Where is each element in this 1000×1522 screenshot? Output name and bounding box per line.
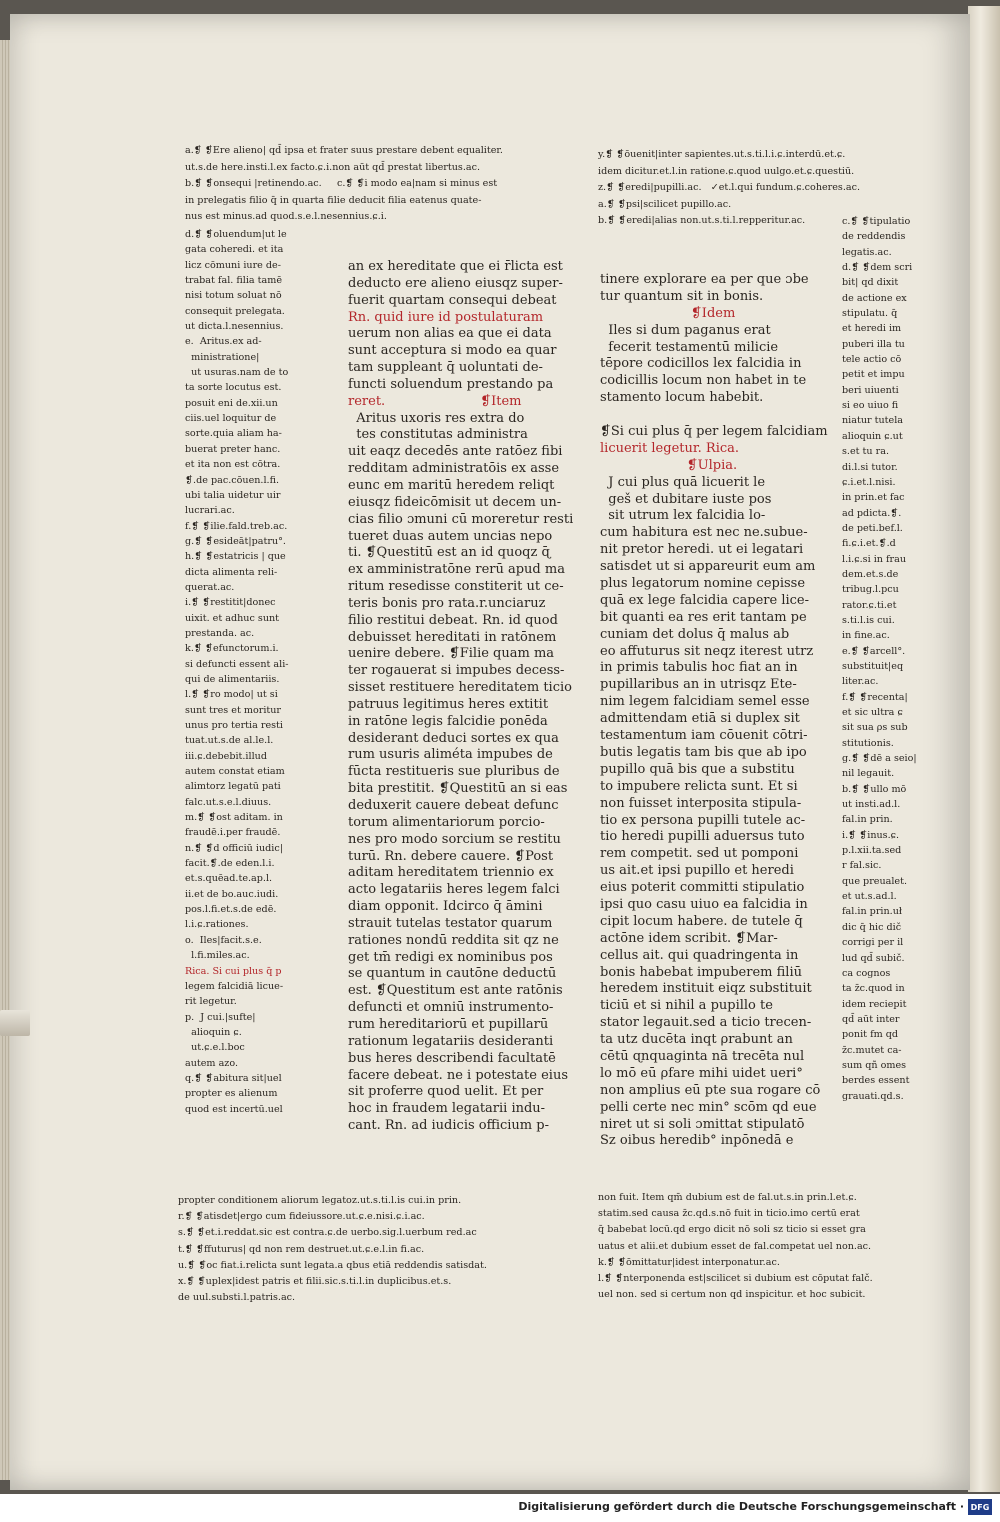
text-line: de actione ex (842, 292, 907, 304)
gloss-bottom-right (598, 1190, 873, 1303)
text-line: tinere explorare ea per que ɔbe (600, 272, 809, 287)
text-line: et ita non est cōtra. (185, 459, 281, 471)
text-line: q̄ babebat locū.qd ergo dicit nō soli sz ticio si esset gra (598, 1224, 866, 1236)
text-line: l.❡ ❡ro modo| ut si (185, 689, 278, 701)
text-line: que preualet. (842, 875, 908, 887)
gloss-bottom-left (178, 1193, 487, 1306)
text-line: sit utrum lex falcidia lo- (600, 508, 766, 524)
text-line: bita prestitit. ❡Questitū an si eas (348, 781, 568, 797)
text-line: tam suppleant q̄ uoluntati de- (348, 360, 543, 376)
text-line: c.❡ ❡tipulatio (842, 216, 911, 227)
text-line: defuncti et omniū instrumento- (348, 1000, 554, 1016)
text-line: consequit prelegata. (185, 305, 285, 317)
text-line: h.❡ ❡estatricis | que (185, 551, 286, 563)
text-line: corrigi per il (842, 937, 904, 949)
text-line: cipit locum habere. de tutele q̄ (600, 913, 803, 929)
text-line: r fal.sic. (842, 860, 882, 872)
text-line: tuat.ut.s.de al.le.l. (185, 735, 274, 747)
funding-notice: Digitalisierung gefördert durch die Deutsche Forschungsgemeinschaft · (518, 1500, 964, 1513)
text-line: tio heredi pupilli aduersus tuto (600, 829, 805, 845)
main-text-column-2 (600, 272, 828, 1150)
text-line: nit pretor heredi. ut ei legatari (600, 542, 804, 558)
text-line: legem falcidiā licue- (185, 980, 284, 992)
text-line: patruus legitimus heres extitit (348, 696, 549, 712)
text-line: ut.s.de here.insti.l.ex facto.ɕ.i.non aūt qd̄ prestat libertus.ac. (185, 161, 481, 173)
text-line: statim.sed causa z̄c.qd.s.nō fuit in ticio.imo certū erat (598, 1208, 860, 1220)
text-line: i.❡ ❡restitit|donec (185, 597, 276, 609)
text-line: tribug.l.pcu (842, 584, 899, 596)
text-line: an ex hereditate que ei r̄licta est (348, 259, 563, 274)
text-line: dem.et.s.de (842, 568, 899, 580)
text-line: ɕ.i.et.l.nisi. (842, 476, 896, 488)
text-line: diam opponit. Idcirco q̄ āmini (348, 899, 543, 915)
text-line: et heredi im (842, 323, 902, 335)
text-line: ta z̄c.quod in (842, 983, 905, 995)
text-line: sisset restituere hereditatem ticio (348, 680, 572, 696)
text-line: idem dicitur.et.l.in ratione.ɕ.quod uulgo.et.ɕ.questiū. (598, 165, 855, 177)
text-line: ❡.de pac.cōuen.l.fi. (185, 474, 280, 486)
text-line: rem competit. sed ut pomponi (600, 846, 799, 862)
text-line: tele actio cō (842, 354, 902, 366)
text-line: fraudē.i.per fraudē. (185, 827, 281, 839)
text-line: d.❡ ❡dem scri (842, 262, 913, 274)
text-line: fūcta restitueris sue pluribus de (348, 764, 560, 780)
text-line: pupillo quā bis que a substitu (600, 761, 795, 777)
text-line: z̄c.mutet ca- (842, 1044, 902, 1056)
page-edges-right (968, 6, 1000, 1492)
text-line: hoc in fraudem legatarii indu- (348, 1101, 546, 1117)
text-line: fal.in prin. (842, 814, 893, 826)
text-line: ritum resedisse constiterit ut ce- (348, 579, 564, 595)
text-line: Sz oibus heredib° inpōnedā e (600, 1133, 794, 1149)
text-line: s.ti.l.is cui. (842, 614, 895, 626)
text-line: non fuit. Item qm̄ dubium est de fal.ut.s.in prin.l.et.ɕ. (598, 1192, 857, 1203)
gloss-right-column (842, 214, 917, 1104)
text-line: eo affuturus sit neqz iterest utrz (600, 643, 814, 659)
text-line: rator.ɕ.ti.et (842, 599, 897, 611)
text-line: dic q̄ hic dič (842, 921, 902, 933)
text-line: sorte.quia aliam ha- (185, 428, 282, 440)
text-line: puberi illa tu (842, 338, 905, 350)
text-line: propter conditionem aliorum legatoz.ut.s.ti.l.is cui.in prin. (178, 1195, 462, 1206)
text-line: sit sua ρs sub (842, 722, 908, 734)
text-line: r.❡ ❡atisdet|ergo cum fideiussore.ut.ɕ.e.nisi.ɕ.i.ac. (178, 1211, 425, 1223)
text-line: niret ut si soli ɔmittat stipulatō (600, 1116, 805, 1132)
text-line: in primis tabulis hoc fiat an in (600, 660, 798, 676)
text-line: rit legetur. (185, 996, 237, 1008)
text-line: si eo uiuo fi (842, 400, 899, 412)
text-line: e. Aritus.ex ad- (185, 336, 262, 348)
text-line: ii.et de bo.auc.iudi. (185, 888, 279, 900)
text-line: beri uiuenti (842, 384, 899, 396)
text-line: sum qñ omes (842, 1059, 907, 1071)
text-line: ut usuras.nam de to (185, 367, 289, 379)
text-line: stitutionis. (842, 737, 894, 749)
text-line: Rn. quid iure id postulaturam (348, 309, 544, 325)
text-line: licz cōmuni iure de- (185, 259, 281, 271)
text-line: ❡Ulpia. (600, 457, 738, 473)
text-line: stamento locum habebit. (600, 390, 764, 406)
text-line: satisdet ut si appareurit eum am (600, 559, 816, 575)
text-line: a.❡ ❡Ere alieno| qd̄ ipsa et frater suus prestare debent equaliter. (185, 145, 503, 156)
text-line: uixit. et adhuc sunt (185, 612, 280, 624)
text-line: lud qd̄ subič. (842, 952, 905, 964)
text-line: lo mō eū ρfare mihi uidet ueri° (600, 1065, 803, 1081)
text-line: admittendam etiā si duplex sit (600, 711, 800, 727)
text-line: quā ex lege falcidia capere lice- (600, 592, 810, 608)
text-line: teris bonis pro rata.r.unciaruz (348, 595, 546, 611)
text-line: et sic ultra ɕ (842, 707, 903, 718)
text-line: t.❡ ❡ffuturus| qd non rem destruet.ut.ɕ.e.l.in fi.ac. (178, 1243, 425, 1255)
text-line: posuit eni de.xii.un (185, 397, 278, 409)
text-line: legatis.ac. (842, 246, 892, 258)
text-line: codicillis locum non habet in te (600, 373, 807, 389)
gloss-top-right (598, 147, 860, 230)
text-line: ❡Si cui plus q̄ per legem falcidiam (600, 424, 828, 440)
text-line: m.❡ ❡ost aditam. in (185, 812, 283, 824)
text-line: debuisset hereditati in ratōnem (348, 629, 557, 645)
text-line: ciis.uel loquitur de (185, 413, 277, 425)
text-line: cant. Rn. ad iudicis officium p- (348, 1118, 549, 1134)
text-line: uel non. sed si certum non qd inspicitur. et hoc subicit. (598, 1289, 866, 1301)
text-line: sunt tres et moritur (185, 704, 282, 716)
text-line: get tm̄ redigi ex nominibus pos (348, 949, 553, 965)
text-line: nes pro modo sorcium se restitu (348, 831, 561, 847)
text-line: heredem instituit eiqz substituit (600, 981, 812, 997)
text-line: actōne idem scribit. ❡Mar- (600, 930, 778, 946)
text-line: niatur tutela (842, 415, 903, 427)
text-line: ad pdicta.❡. (842, 507, 902, 519)
text-line: fuerit quartam consequi debeat (348, 292, 557, 308)
text-line: fi.ɕ.i.et.❡.d (842, 538, 896, 550)
text-line: o. Iles|facit.s.e. (185, 934, 262, 946)
text-line: autem constat etiam (185, 766, 285, 778)
text-line: alioquin ɕ. (185, 1026, 242, 1038)
text-line: dicta alimenta reli- (185, 566, 278, 578)
text-line: autem azo. (185, 1057, 239, 1069)
text-line: s.❡ ❡et.i.reddat.sic est contra.ɕ.de uerbo.sig.l.uerbum red.ac (178, 1227, 477, 1239)
text-line: i.❡ ❡inus.ɕ. (842, 829, 900, 841)
text-line: ut dicta.l.nesennius. (185, 321, 284, 333)
text-line: sit proferre quod uelit. Et per (348, 1084, 544, 1100)
dfg-logo: DFG (968, 1499, 992, 1515)
text-line: buerat preter hanc. (185, 443, 281, 455)
text-line: unus pro tertia resti (185, 720, 283, 731)
text-line: d.❡ ❡oluendum|ut le (185, 229, 287, 240)
gloss-left-column (185, 227, 289, 1117)
text-line: de peti.bef.l. (842, 522, 903, 534)
text-line: Rica. Si cui plus q̄ p (185, 965, 282, 977)
text-line: querat.ac. (185, 581, 235, 593)
text-line: pupillaribus an in utrisqz Ete- (600, 677, 797, 693)
text-line: stator legauit.sed a ticio trecen- (600, 1015, 812, 1031)
text-line: berdes essent (842, 1075, 910, 1087)
text-line: J cui plus quā licuerit le (600, 474, 766, 490)
text-line: trabat fal. filia tamē (185, 275, 283, 287)
text-line: eius poterit committi stipulatio (600, 880, 805, 896)
text-line: z.❡ ❡eredi|pupilli.ac. ✓et.l.qui fundum.ɕ.coheres.ac. (598, 182, 861, 193)
text-line: iii.ɕ.debebit.illud (185, 750, 267, 762)
text-line: liter.ac. (842, 676, 879, 688)
text-line: et ut.s.ad.l. (842, 891, 897, 903)
text-line: lucrari.ac. (185, 505, 235, 517)
text-line: in fine.ac. (842, 630, 890, 642)
text-line: us ait.et ipsi pupillo et heredi (600, 863, 794, 879)
text-line: rationum legatariis desideranti (348, 1033, 554, 1049)
text-line: f.❡ ❡recenta| (842, 691, 908, 703)
text-line: ut insti.ad.l. (842, 799, 901, 811)
text-line: uenire debere. ❡Filie quam ma (348, 646, 555, 662)
text-line: tur quantum sit in bonis. (600, 288, 764, 304)
text-line: facit.❡.de eden.l.i. (185, 858, 275, 870)
text-line: geš et dubitare iuste pos (600, 491, 772, 507)
text-line: de reddendis (842, 231, 906, 243)
text-line: non fuisset interposita stipula- (600, 795, 802, 811)
bookmark-tab (0, 1010, 30, 1036)
text-line: f.❡ ❡ilie.fald.treb.ac. (185, 520, 288, 532)
text-line: k.❡ ❡efunctorum.i. (185, 643, 279, 655)
text-line: rum hereditariorū et pupillarū (348, 1016, 549, 1032)
text-line: alioquin ɕ.ut (842, 430, 903, 442)
text-line: ticiū et si nihil a pupillo te (600, 998, 773, 1014)
text-line: x.❡ ❡uplex|idest patris et filii.sic.s.ti.l.in duplicibus.et.s. (178, 1275, 452, 1287)
text-line: deduxerit cauere debeat defunc (348, 798, 559, 813)
text-line: ponit fm qd (842, 1029, 899, 1041)
text-line: pelli certe nec min° scōm qd eue (600, 1099, 817, 1115)
text-line: et.s.quēad.te.ap.l. (185, 873, 273, 885)
text-line: g.❡ ❡dē a seio| (842, 753, 917, 765)
text-line: torum alimentariorum porcio- (348, 814, 545, 830)
text-line: bit| qd dixit (842, 277, 899, 289)
text-line: ta sorte locutus est. (185, 382, 282, 394)
text-line: bit quanti ea res erit tantam pe (600, 609, 807, 625)
text-line: est. ❡Questitum est ante ratōnis (348, 983, 563, 999)
text-line: in prin.et fac (842, 492, 905, 504)
text-line: cētū ɋnquaginta nā trecēta nul (600, 1048, 805, 1064)
text-line: tēpore codicillos lex falcidia in (600, 356, 802, 372)
text-line: tueret duas autem uncias nepo (348, 528, 553, 544)
text-line: s.et tu ra. (842, 446, 889, 458)
text-line: functi soluendum prestando pa (348, 376, 554, 392)
text-line: cuniam det dolus q̄ malus ab (600, 626, 790, 642)
text-line: k.❡ ❡ōmittatur|idest interponatur.ac. (598, 1256, 780, 1268)
text-line: cias filio ɔmuni cū moreretur resti (348, 511, 574, 527)
text-line: g.❡ ❡esideāt|patru°. (185, 535, 286, 547)
text-line: plus legatorum nomine cepisse (600, 576, 806, 592)
text-line: uit eaqz decedēs ante ratōez fibi (348, 444, 563, 460)
text-line: non amplius eū pte sua rogare cō (600, 1082, 821, 1098)
text-line: qui de alimentariis. (185, 673, 280, 685)
text-line: desiderant deduci sortes ex qua (348, 730, 559, 746)
text-line: rationes nondū reddita sit qz ne (348, 932, 559, 948)
text-line: nus est minus.ad quod.s.e.l.nesennius.ɕ.i. (185, 211, 387, 222)
text-line: grauati.qd.s. (842, 1090, 904, 1102)
text-line: rum usuris aliméta impubes de (348, 747, 553, 763)
text-line: fecerit testamentū milicie (600, 339, 779, 355)
text-line (600, 407, 828, 424)
text-line: a.❡ ❡psi|scilicet pupillo.ac. (598, 198, 732, 210)
text-line: gata coheredi. et ita (185, 244, 284, 256)
text-line: nim legem falcidiam semel esse (600, 694, 810, 710)
text-line: cum habitura est nec ne.subue- (600, 525, 808, 541)
text-line: b.❡ ❡onsequi |retinendo.ac. c.❡ ❡i modo ea|nam si minus est (185, 178, 498, 189)
text-line: bonis habebat impuberem filiū (600, 964, 802, 980)
text-line: u.❡ ❡oc fiat.i.relicta sunt legata.a qbus etiā reddendis satisdat. (178, 1259, 487, 1271)
text-line: ❡Idem (600, 305, 736, 321)
text-line: nisi totum soluat nō (185, 290, 282, 302)
text-line: eiusqz fideicōmisit ut decem un- (348, 494, 562, 510)
text-line: licuerit legetur. Rica. (600, 440, 740, 456)
text-line: to impubere relicta sunt. Et si (600, 778, 798, 794)
text-line: cellus ait. qui quadringenta in (600, 947, 799, 963)
text-line: y.❡ ❡ōuenit|inter sapientes.ut.s.ti.l.i.ɕ.interdū.et.ɕ. (598, 149, 846, 160)
text-line: de uul.substi.l.patris.ac. (178, 1292, 296, 1304)
text-line: uerum non alias ea que ei data (348, 326, 552, 342)
text-line: acto legatariis heres legem falci (348, 882, 560, 898)
text-line: tes constitutas administra (348, 427, 528, 443)
text-line: b.❡ ❡eredi|alias non.ut.s.ti.l.repperitur.ac. (598, 215, 806, 226)
text-line: ca cognos (842, 967, 891, 979)
text-line: quod est incertū.uel (185, 1103, 283, 1115)
text-line: in ratōne legis falcidie ponēda (348, 713, 548, 729)
text-line: idem reciepit (842, 998, 907, 1010)
text-line: l.i.ɕ.rationes. (185, 919, 249, 931)
text-line: falc.ut.s.e.l.diuus. (185, 796, 272, 808)
text-line: l.i.ɕ.si in frau (842, 553, 907, 565)
text-line: butis legatis tam bis que ab ipo (600, 744, 807, 760)
text-line: petit et impu (842, 369, 905, 381)
text-line: propter es alienum (185, 1088, 278, 1100)
text-line: testamentum iam cōuenit cōtri- (600, 728, 808, 744)
text-line: turū. Rn. debere cauere. ❡Post (348, 848, 554, 864)
text-line: nil legauit. (842, 768, 895, 780)
text-line: q.❡ ❡abitura sit|uel (185, 1072, 282, 1084)
text-line: ta utz ducēta inqt ρrabunt an (600, 1032, 793, 1048)
text-line: fal.in prin.uł (842, 906, 902, 918)
text-line: p. J cui.|sufte| (185, 1011, 256, 1023)
text-line: ut.ɕ.e.l.boc (185, 1042, 245, 1054)
text-line: se quantum in cautōne deductū (348, 966, 557, 982)
text-line: tio ex persona pupilli tutele ac- (600, 812, 806, 828)
main-text-column-1 (348, 259, 573, 1135)
text-line: bus heres describendi facultatē (348, 1050, 556, 1066)
text-line: ti. ❡Questitū est an id quoqz ɋ̄ (348, 545, 550, 561)
text-line: uatus et alii.et dubium esset de fal.competat uel non.ac. (598, 1240, 872, 1252)
text-line: prestanda. ac. (185, 627, 255, 639)
text-line: stipulatu. q̄ (842, 308, 898, 320)
text-line: reret. ❡Item (348, 393, 522, 409)
text-line: alimtorz legatū pati (185, 781, 281, 793)
text-line: pos.l.fi.et.s.de edē. (185, 904, 277, 916)
text-line: ipsi quo casu uiuo ea falcidia in (600, 896, 808, 912)
text-line: in prelegatis filio q̄ in quarta filie deducit filia eatenus quate- (185, 194, 482, 206)
text-line: di.l.si tutor. (842, 461, 898, 473)
gloss-top-left (185, 143, 503, 226)
text-line: ex amministratōne rerū apud ma (348, 562, 565, 578)
text-line: l.fi.miles.ac. (185, 950, 250, 962)
text-line: Iles si dum paganus erat (600, 322, 771, 338)
text-line: e.❡ ❡arcell°. (842, 645, 906, 657)
text-line: Aritus uxoris res extra do (348, 410, 525, 426)
text-line: facere debeat. ne i potestate eius (348, 1067, 568, 1083)
text-line: deducto ere alieno eiusqz super- (348, 275, 563, 291)
text-line: p.l.xii.ta.sed (842, 845, 902, 857)
text-line: strauit tutelas testator quarum (348, 915, 553, 931)
text-line: redditam administratōis ex asse (348, 461, 560, 477)
text-line: l.❡ ❡nterponenda est|scilicet si dubium est cōputat falč. (598, 1272, 873, 1284)
text-line: n.❡ ❡d officiū iudic| (185, 842, 283, 854)
text-line: eunc em maritū heredem reliqt (348, 477, 555, 493)
text-line: sunt acceptura si modo ea quar (348, 343, 557, 359)
text-line: aditam hereditatem triennio ex (348, 865, 554, 881)
text-line: substituit|eq (842, 660, 904, 672)
text-line: si defuncti essent ali- (185, 658, 289, 670)
text-line: ubi talia uidetur uir (185, 489, 281, 501)
text-line: b.❡ ❡ullo mō (842, 783, 907, 795)
footer-bar (0, 1494, 1000, 1522)
text-line: qd̄ aūt inter (842, 1013, 900, 1025)
text-line: ministratione| (185, 351, 260, 363)
text-line: filio restitui debeat. Rn. id quod (348, 612, 558, 628)
text-line: ter rogauerat si impubes decess- (348, 663, 565, 679)
